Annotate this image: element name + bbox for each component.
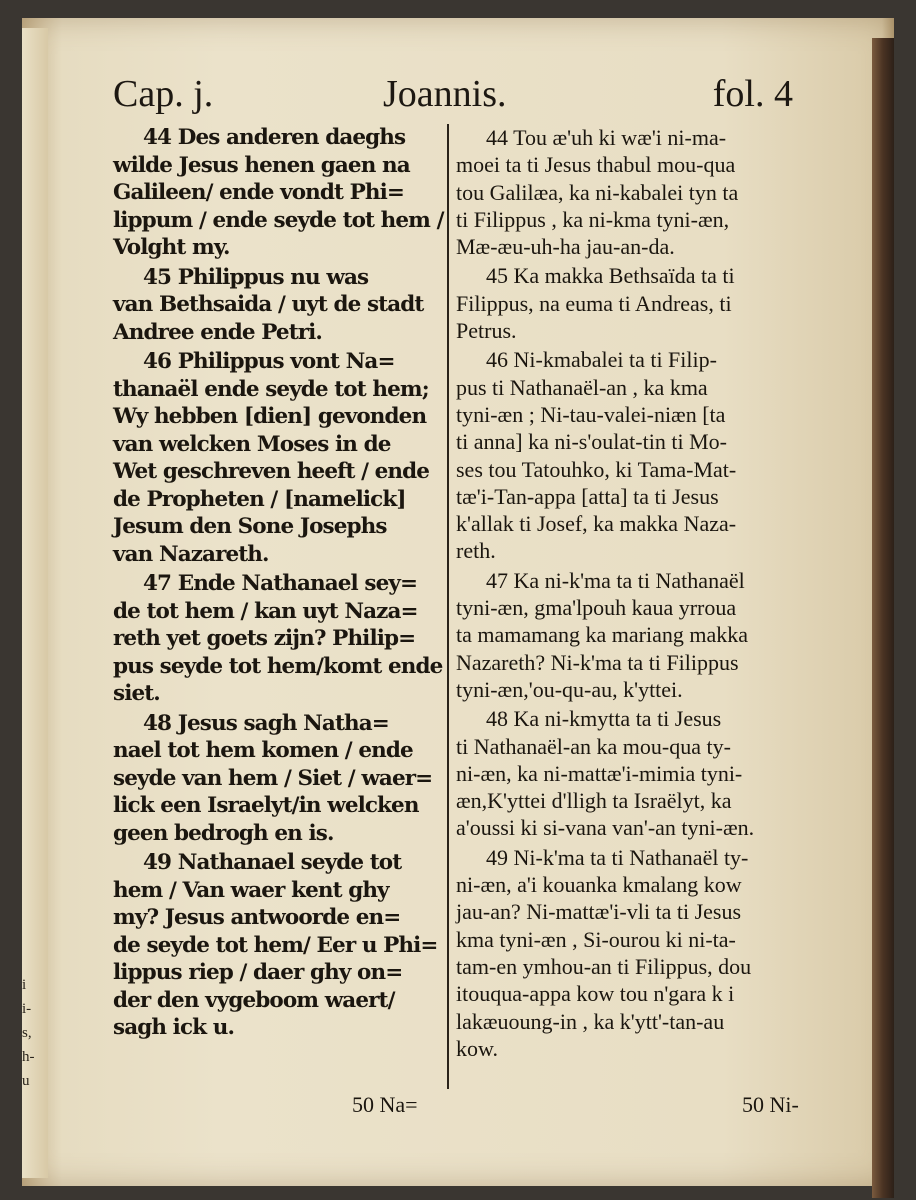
verse-line: Wy hebben [dien] gevonden <box>113 404 427 429</box>
verse-line: my? Jesus antwoorde en= <box>113 905 401 930</box>
verse-line: hem / Van waer kent ghy <box>113 877 389 903</box>
verse-45-formosan <box>456 262 818 344</box>
column-divider <box>447 124 449 1089</box>
verse-line: reth. <box>456 538 496 564</box>
verse-line: k'allak ti Josef, ka makka Naza- <box>456 511 737 537</box>
verse-line: Jesum den Sone Josephs <box>113 514 387 539</box>
fragment-line: i <box>22 977 27 993</box>
verse-line: kow. <box>456 1035 498 1061</box>
verse-line: moei ta ti Jesus thabul mou-qua <box>456 152 736 178</box>
verse-line: Petrus. <box>456 318 517 344</box>
running-header <box>113 72 793 116</box>
verse-line: 46 Ni-kmabalei ta ti Filip- <box>486 347 717 373</box>
verse-line: tyni-æn ; Ni-tau-valei-niæn [ta <box>456 401 726 427</box>
verse-line: ti Nathanaël-an ka mou-qua ty- <box>456 733 731 759</box>
verse-line: van welcken Moses in de <box>113 431 391 457</box>
verse-line: pus ti Nathanaël-an , ka kma <box>456 374 708 400</box>
verse-line: de Propheten / [namelick] <box>113 486 406 512</box>
verse-line: lippum / ende seyde tot hem / <box>113 207 444 233</box>
verse-line: a'oussi ki si-vana van'-an tyni-æn. <box>456 815 755 841</box>
verse-47-formosan <box>456 567 818 703</box>
verse-line: pus seyde tot hem/komt ende <box>113 653 443 679</box>
verse-line: wilde Jesus henen gaen na <box>113 152 410 178</box>
verse-48-dutch <box>113 710 433 848</box>
verse-line: siet. <box>113 681 160 706</box>
formosan-column <box>456 124 818 1064</box>
verse-line: de seyde tot hem/ Eer u Phi= <box>113 932 438 958</box>
book-title: Joannis. <box>383 73 507 115</box>
verse-line: ni-æn, ka ni-mattæ'i-mimia tyni- <box>456 760 743 786</box>
verse-line: nael tot hem komen / ende <box>113 738 413 763</box>
verse-line: 49 Nathanael seyde tot <box>143 850 402 875</box>
verse-line: lick een Israelyt/in welcken <box>113 793 419 818</box>
catchword-right: 50 Ni- <box>742 1092 799 1117</box>
verse-48-formosan <box>456 705 818 841</box>
chapter-label: Cap. j. <box>113 73 214 115</box>
verse-line: geen bedrogh en is. <box>113 820 334 846</box>
verse-44-dutch <box>113 124 444 262</box>
verse-line: reth yet goets zijn? Philip= <box>113 626 416 651</box>
verse-44-formosan <box>456 124 818 260</box>
verse-line: lakæuoung-in , ka k'ytt'-tan-au <box>456 1008 725 1034</box>
verse-line: tam-en ymhou-an ti Filippus, dou <box>456 953 752 979</box>
fragment-line: s, <box>22 1025 32 1041</box>
verse-45-dutch <box>113 264 433 347</box>
verse-line: ta mamamang ka mariang makka <box>456 622 748 648</box>
verse-47-dutch <box>113 570 443 708</box>
folio-number: fol. 4 <box>712 73 793 115</box>
verse-line: Andree ende Petri. <box>113 319 323 345</box>
verse-line: Filippus, na euma ti Andreas, ti <box>456 290 732 316</box>
verse-line: tyni-æn,'ou-qu-au, k'yttei. <box>456 676 683 702</box>
verse-line: kma tyni-æn , Si-ourou ki ni-ta- <box>456 926 736 952</box>
verse-line: 46 Philippus vont Na= <box>143 349 395 374</box>
verse-line: lippus riep / daer ghy on= <box>113 960 403 985</box>
verse-line: tyni-æn, gma'lpouh kaua yrroua <box>456 595 737 621</box>
verse-line: 44 Des anderen daeghs <box>143 125 406 150</box>
verse-line: 47 Ende Nathanael sey= <box>143 571 418 596</box>
verse-line: seyde van hem / Siet / waer= <box>113 765 433 791</box>
catchword-left: 50 Na= <box>352 1092 418 1117</box>
verse-line: 47 Ka ni-k'ma ta ti Nathanaël <box>486 567 745 593</box>
verse-49-dutch <box>113 849 438 1042</box>
verse-line: tæ'i-Tan-appa [atta] ta ti Jesus <box>456 483 719 509</box>
verse-line: ti anna] ka ni-s'oulat-tin ti Mo- <box>456 429 727 455</box>
verse-line: 48 Ka ni-kmytta ta ti Jesus <box>486 706 722 732</box>
verse-46-dutch <box>113 348 433 568</box>
verse-line: Nazareth? Ni-k'ma ta ti Filippus <box>456 649 739 675</box>
verse-line: van Bethsaida / uyt de stadt <box>113 292 424 317</box>
verse-line: ni-æn, a'i kouanka kmalang kow <box>456 872 742 898</box>
verse-line: Mæ-æu-uh-ha jau-an-da. <box>456 234 675 260</box>
verse-line: van Nazareth. <box>113 541 269 567</box>
verse-line: tou Galilæa, ka ni-kabalei tyn ta <box>456 179 739 205</box>
facing-page-fragment <box>22 973 48 1093</box>
verse-line: jau-an? Ni-mattæ'i-vli ta ti Jesus <box>456 899 742 925</box>
verse-line: Wet geschreven heeft / ende <box>113 459 430 484</box>
verse-line: æn,K'yttei d'lligh ta Israëlyt, ka <box>456 788 732 814</box>
verse-line: Volght my. <box>113 235 230 260</box>
book-fore-edge <box>872 38 894 1198</box>
verse-46-formosan <box>456 346 818 564</box>
verse-line: 44 Tou æ'uh ki wæ'i ni-ma- <box>486 125 727 150</box>
verse-line: Galileen/ ende vondt Phi= <box>113 180 405 205</box>
fragment-line: h- <box>22 1049 35 1065</box>
dutch-column <box>113 124 444 1044</box>
verse-line: 45 Ka makka Bethsaïda ta ti <box>486 263 735 289</box>
verse-line: thanaël ende seyde tot hem; <box>113 376 429 402</box>
verse-line: 49 Ni-k'ma ta ti Nathanaël ty- <box>486 844 749 870</box>
verse-line: ses tou Tatouhko, ki Tama-Mat- <box>456 456 737 482</box>
verse-line: itouqua-appa kow tou n'gara k i <box>456 981 735 1007</box>
verse-49-formosan <box>456 844 818 1062</box>
verse-line: 45 Philippus nu was <box>143 264 369 290</box>
verse-line: de tot hem / kan uyt Naza= <box>113 598 418 624</box>
verse-line: ti Filippus , ka ni-kma tyni-æn, <box>456 206 730 232</box>
verse-line: sagh ick u. <box>113 1015 235 1040</box>
fragment-line: u <box>22 1073 30 1089</box>
verse-line: 48 Jesus sagh Natha= <box>143 710 389 736</box>
fragment-line: i- <box>22 1001 32 1017</box>
verse-line: der den vygeboom waert/ <box>113 987 395 1013</box>
